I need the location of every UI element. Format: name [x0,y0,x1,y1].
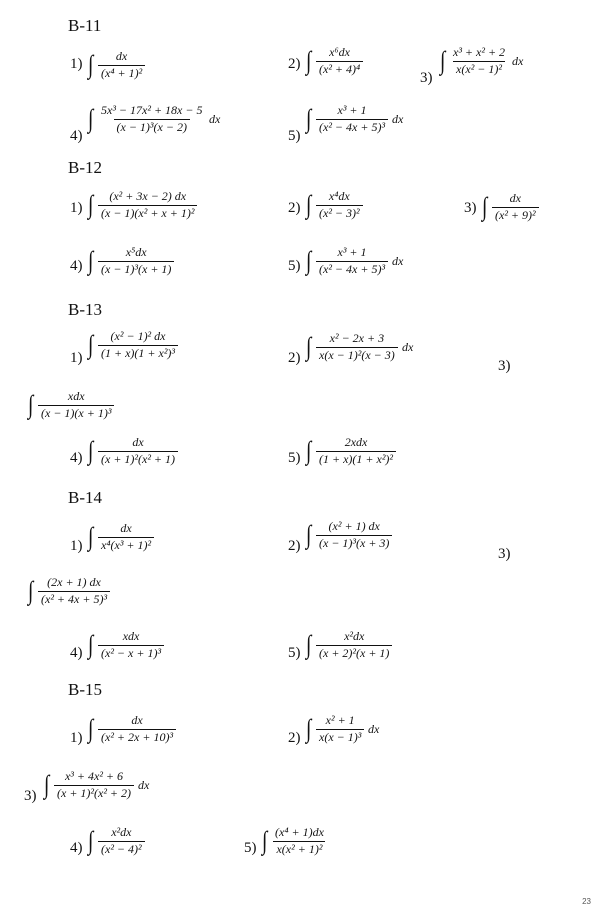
differential-suffix: dx [512,54,524,68]
problem-number: 2) [288,350,301,366]
denominator: (x² + 4x + 5)³ [38,591,110,607]
numerator: dx [132,435,144,449]
denominator: (x² − 4x + 5)³ [316,261,388,277]
problem-number: 1) [70,538,83,554]
numerator: 5x³ − 17x² + 18x − 5 [101,103,203,117]
integral-sign: ∫ [306,46,312,75]
integral-sign: ∫ [88,826,94,855]
integral-sign: ∫ [306,630,312,659]
numerator: x³ + 1 [337,245,367,259]
integral-sign: ∫ [88,190,94,219]
numerator: x²dx [344,629,365,643]
numerator: x⁴dx [328,189,350,203]
denominator: (x² − x + 1)³ [98,645,164,661]
integrand-fraction [38,390,114,421]
differential-suffix: dx [402,340,414,354]
variant-header: В-13 [68,300,102,319]
integrand-fraction [450,46,508,77]
problem-number: 1) [70,350,83,366]
integral-sign: ∫ [28,576,34,605]
numerator: x³ + 1 [337,103,367,117]
integrand-fraction [38,576,110,607]
numerator: x⁶dx [329,45,350,59]
differential-suffix: dx [392,254,404,268]
integrand-fraction [316,246,388,277]
numerator: (x⁴ + 1)dx [275,825,324,839]
problem-number: 3) [498,546,511,562]
integrand-fraction [98,714,176,745]
integral-sign: ∫ [306,246,312,275]
numerator: dx [120,521,132,535]
denominator: x(x − 1)²(x − 3) [316,347,398,363]
integrand-fraction [316,190,363,221]
integral-sign: ∫ [306,714,312,743]
integrand-fraction [316,332,398,363]
integrand-fraction [98,522,154,553]
differential-suffix: dx [368,722,380,736]
integral-sign: ∫ [306,332,312,361]
differential-suffix: dx [392,112,404,126]
integrand-fraction [98,630,164,661]
integral-sign: ∫ [88,714,94,743]
problem-number: 4) [70,258,83,274]
denominator: (x² − 3)² [316,205,363,221]
integral-sign: ∫ [306,104,312,133]
page-number: 23 [582,897,591,906]
denominator: (x − 1)(x + 1)³ [38,405,114,421]
integrand-fraction [98,826,145,857]
integral-sign: ∫ [28,390,34,419]
integrand-fraction [272,826,327,857]
denominator: (x + 1)²(x² + 2) [54,785,134,801]
denominator: x(x − 1)³ [316,729,364,745]
denominator: (x + 1)²(x² + 1) [98,451,178,467]
integral-sign: ∫ [88,330,94,359]
integral-sign: ∫ [44,770,50,799]
numerator: x²dx [111,825,132,839]
problem-number: 4) [70,128,83,144]
numerator: x⁵dx [125,245,147,259]
numerator: (x² − 1)² dx [110,329,166,343]
problem-number: 3) [464,200,477,216]
denominator: (x⁴ + 1)² [98,65,145,81]
integral-sign: ∫ [482,192,488,221]
problem-number: 2) [288,56,301,72]
variant-header: В-12 [68,158,102,177]
numerator: dx [509,191,521,205]
denominator: (x − 1)³(x − 2) [114,119,190,135]
problem-number: 5) [288,258,301,274]
integrand-fraction [316,714,364,745]
denominator: x(x² − 1)² [453,61,505,77]
problem-number: 5) [288,645,301,661]
integral-sign: ∫ [306,190,312,219]
numerator: (2x + 1) dx [47,575,101,589]
problem-number: 3) [420,70,433,86]
numerator: dx [131,713,143,727]
numerator: x² + 1 [325,713,355,727]
problem-number: 2) [288,730,301,746]
problem-number: 5) [244,840,257,856]
numerator: x³ + 4x² + 6 [64,769,124,783]
numerator: x³ + x² + 2 [453,45,506,59]
integrand-fraction [98,436,178,467]
integral-sign: ∫ [88,522,94,551]
denominator: (x² − 4)² [98,841,145,857]
denominator: (x + 2)²(x + 1) [316,645,392,661]
problem-number: 4) [70,645,83,661]
denominator: (x − 1)(x² + x + 1)² [98,205,197,221]
variant-header: В-15 [68,680,102,699]
problem-number: 4) [70,840,83,856]
variant-header: В-11 [68,16,102,35]
integral-sign: ∫ [262,826,268,855]
integrand-fraction [98,330,178,361]
numerator: dx [115,49,128,63]
problem-number: 1) [70,200,83,216]
problem-number: 2) [288,538,301,554]
integrand-fraction [54,770,134,801]
differential-suffix: dx [209,112,221,126]
integrand-fraction [316,630,392,661]
numerator: (x² + 3x − 2) dx [109,189,187,203]
integrand-fraction [98,246,174,277]
numerator: x² − 2x + 3 [329,331,385,345]
integrand-fraction [98,50,145,81]
integrand-fraction [492,192,539,223]
integrand-fraction [316,520,392,551]
integral-sign: ∫ [306,436,312,465]
variant-header: В-14 [68,488,102,507]
problem-number: 5) [288,450,301,466]
problem-number: 1) [70,730,83,746]
denominator: (x² + 9)² [492,207,539,223]
numerator: (x² + 1) dx [328,519,380,533]
problem-number: 1) [70,56,83,72]
numerator: xdx [122,629,140,643]
integral-sign: ∫ [88,246,94,275]
denominator: (1 + x)(1 + x²)² [316,451,396,467]
problem-number: 4) [70,450,83,466]
problem-number: 3) [498,358,511,374]
denominator: x(x² + 1)² [273,841,325,857]
denominator: (x − 1)³(x + 3) [316,535,392,551]
problem-number: 3) [24,788,37,804]
integral-sign: ∫ [88,104,94,133]
integral-sign: ∫ [88,436,94,465]
numerator: xdx [67,389,85,403]
integrand-fraction [316,46,363,77]
denominator: (1 + x)(1 + x²)³ [98,345,178,361]
problem-number: 5) [288,128,301,144]
numerator: 2xdx [344,435,368,449]
integrand-fraction [316,104,388,135]
denominator: (x² + 2x + 10)³ [98,729,176,745]
integral-sign: ∫ [88,50,94,79]
integral-sign: ∫ [440,46,446,75]
integrand-fraction [98,104,205,135]
differential-suffix: dx [138,778,150,792]
integrand-fraction [98,190,197,221]
problem-number: 2) [288,200,301,216]
denominator: (x² + 4)⁴ [316,61,363,77]
denominator: x⁴(x³ + 1)² [98,537,154,553]
integral-sign: ∫ [306,520,312,549]
integral-sign: ∫ [88,630,94,659]
integrand-fraction [316,436,396,467]
denominator: (x − 1)³(x + 1) [98,261,174,277]
denominator: (x² − 4x + 5)³ [316,119,388,135]
